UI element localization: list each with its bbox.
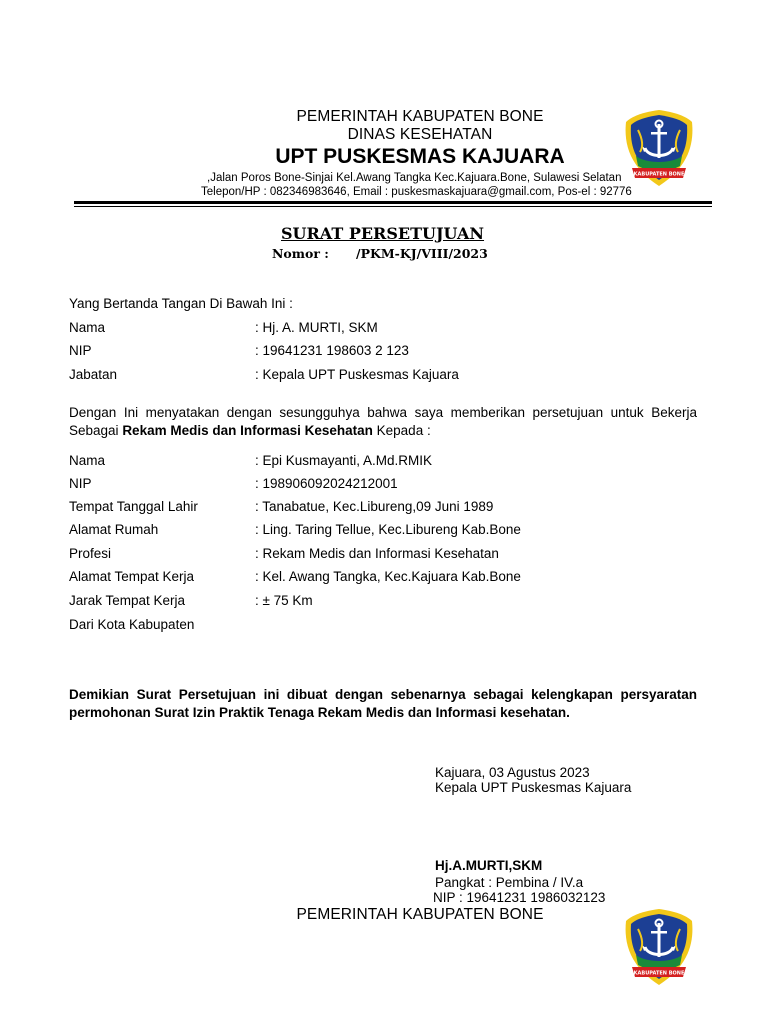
signature-nip: NIP : 19641231 1986032123 bbox=[433, 890, 606, 905]
logo-banner-text: KABUPATEN BONE bbox=[633, 171, 685, 178]
signature-position: Kepala UPT Puskesmas Kajuara bbox=[435, 780, 632, 795]
kabupaten-bone-logo bbox=[622, 108, 696, 188]
footer-government: PEMERINTAH KABUPATEN BONE bbox=[296, 906, 544, 923]
recipient-value: : Rekam Medis dan Informasi Kesehatan bbox=[255, 546, 499, 561]
recipient-label: NIP bbox=[69, 476, 92, 491]
letter-number-value: /PKM-KJ/VIII/2023 bbox=[356, 246, 488, 261]
recipient-label: Profesi bbox=[69, 546, 112, 561]
recipient-value: : Tanabatue, Kec.Libureng,09 Juni 1989 bbox=[255, 499, 494, 514]
intro-text: Yang Bertanda Tangan Di Bawah Ini : bbox=[69, 296, 293, 311]
signer-label: Nama bbox=[69, 320, 106, 335]
signer-value: : Hj. A. MURTI, SKM bbox=[255, 320, 378, 335]
signature-name: Hj.A.MURTI,SKM bbox=[435, 858, 543, 873]
header-rule-thick bbox=[74, 201, 712, 204]
recipient-label: Dari Kota Kabupaten bbox=[69, 617, 195, 632]
signature-rank: Pangkat : Pembina / IV.a bbox=[435, 875, 584, 890]
header-agency: DINAS KESEHATAN bbox=[347, 126, 493, 143]
signature-place-date: Kajuara, 03 Agustus 2023 bbox=[435, 765, 590, 780]
header-government: PEMERINTAH KABUPATEN BONE bbox=[296, 108, 544, 125]
recipient-value: : Ling. Taring Tellue, Kec.Libureng Kab.Bone bbox=[255, 522, 521, 537]
recipient-label: Alamat Tempat Kerja bbox=[69, 569, 195, 584]
signer-value: : 19641231 198603 2 123 bbox=[255, 343, 409, 358]
recipient-value: : Kel. Awang Tangka, Kec.Kajuara Kab.Bone bbox=[255, 569, 521, 584]
recipient-value: : Epi Kusmayanti, A.Md.RMIK bbox=[255, 453, 433, 468]
recipient-value: : 198906092024212001 bbox=[255, 476, 398, 491]
closing-paragraph: Demikian Surat Persetujuan ini dibuat dengan sebenarnya sebagai kelengkapan persyaratan permohonan Surat Izin Praktik Tenaga Rekam Medis dan Informasi kesehatan. bbox=[69, 687, 697, 720]
recipient-label: Jarak Tempat Kerja bbox=[69, 593, 186, 608]
statement-profession: Rekam Medis dan Informasi Kesehatan bbox=[122, 423, 373, 438]
signer-label: Jabatan bbox=[69, 367, 118, 382]
recipient-label: Nama bbox=[69, 453, 106, 468]
logo-banner-text: KABUPATEN BONE bbox=[633, 970, 685, 977]
header-rule-thin bbox=[74, 206, 712, 207]
header-address: ,Jalan Poros Bone-Sinjai Kel.Awang Tangka Kec.Kajuara.Bone, Sulawesi Selatan bbox=[207, 172, 622, 184]
kabupaten-bone-logo bbox=[622, 907, 696, 987]
signer-label: NIP bbox=[69, 343, 92, 358]
statement-text: Dengan Ini menyatakan dengan sesungguhya bahwa saya memberikan persetujuan untuk Bekerja Sebagai bbox=[69, 405, 697, 438]
letter-number-label: Nomor : bbox=[272, 246, 329, 261]
header-institution: UPT PUSKESMAS KAJUARA bbox=[275, 145, 565, 168]
letter-title: SURAT PERSETUJUAN bbox=[281, 224, 485, 243]
header-contact: Telepon/HP : 082346983646, Email : puskesmaskajuara@gmail.com, Pos-el : 92776 bbox=[201, 186, 632, 198]
statement-text-end: Kepada : bbox=[372, 423, 431, 438]
signer-value: : Kepala UPT Puskesmas Kajuara bbox=[255, 367, 459, 382]
recipient-label: Tempat Tanggal Lahir bbox=[69, 499, 198, 514]
recipient-label: Alamat Rumah bbox=[69, 522, 159, 537]
recipient-value: : ± 75 Km bbox=[255, 593, 313, 608]
statement-paragraph bbox=[69, 404, 697, 440]
